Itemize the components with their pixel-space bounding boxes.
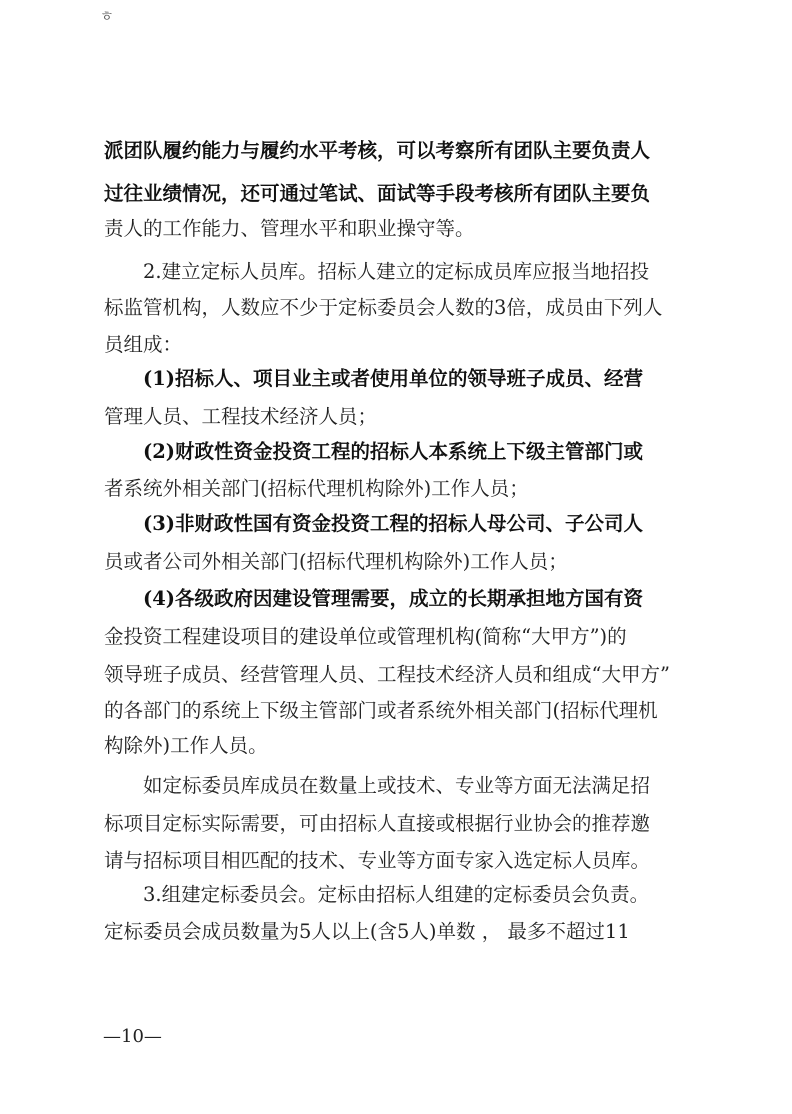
text-line: 的各部门的系统上下级主管部门或者系统外相关部门(招标代理机 [104, 699, 658, 722]
text-line: 者系统外相关部门(招标代理机构除外)工作人员； [104, 477, 529, 500]
text-line: 2.建立定标人员库。招标人建立的定标成员库应报当地招投 [104, 260, 650, 283]
text-line: (3)非财政性国有资金投资工程的招标人母公司、子公司人 [104, 512, 644, 535]
text-line: 员组成： [104, 333, 183, 356]
text-line: 员或者公司外相关部门(招标代理机构除外)工作人员； [104, 550, 568, 573]
page-number: —10— [103, 1026, 162, 1047]
text-line: 过往业绩情况，还可通过笔试、面试等手段考核所有团队主要负 [104, 182, 651, 205]
text-line: 如定标委员库成员在数量上或技术、专业等方面无法满足招 [104, 774, 651, 797]
text-line: 3.组建定标委员会。定标由招标人组建的定标委员会负责。 [104, 883, 650, 906]
text-line: 请与招标项目相匹配的技术、专业等方面专家入选定标人员库。 [104, 849, 651, 872]
text-line: 定标委员会成员数量为5人以上(含5人)单数 ， 最多不超过11 [104, 920, 630, 943]
text-line: 责人的工作能力、管理水平和职业操守等。 [104, 217, 475, 240]
text-line: 派团队履约能力与履约水平考核，可以考察所有团队主要负责人 [104, 139, 651, 162]
corner-mark: ㅎ [100, 9, 114, 25]
text-line: 金投资工程建设项目的建设单位或管理机构(简称“大甲方”)的 [104, 625, 627, 648]
text-line: 管理人员、工程技术经济人员； [104, 405, 378, 428]
text-line: 构除外)工作人员。 [104, 734, 268, 757]
text-line: (1)招标人、项目业主或者使用单位的领导班子成员、经营 [104, 367, 644, 390]
text-line: 标项目定标实际需要，可由招标人直接或根据行业协会的推荐邀 [104, 812, 651, 835]
text-line: (2)财政性资金投资工程的招标人本系统上下级主管部门或 [104, 440, 644, 463]
text-line: 领导班子成员、经营管理人员、工程技术经济人员和组成“大甲方” [104, 663, 670, 686]
text-line: (4)各级政府因建设管理需要，成立的长期承担地方国有资 [104, 587, 644, 610]
text-line: 标监管机构，人数应不少于定标委员会人数的3倍，成员由下列人 [104, 296, 663, 319]
